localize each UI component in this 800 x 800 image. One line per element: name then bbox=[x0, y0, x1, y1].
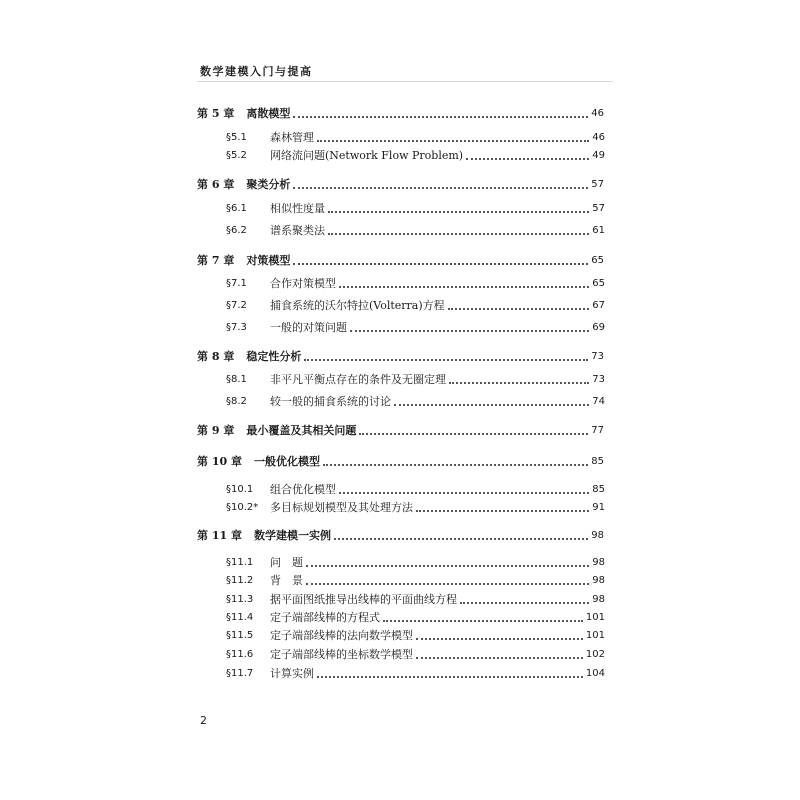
section-number: §11.2 bbox=[226, 575, 254, 586]
page-ref: 98 bbox=[592, 594, 605, 605]
page-ref: 85 bbox=[592, 484, 605, 495]
toc-section-entry[interactable] bbox=[226, 198, 605, 216]
section-number: §8.1 bbox=[226, 374, 247, 385]
toc-chapter-entry[interactable] bbox=[197, 525, 604, 543]
section-number: §10.1 bbox=[226, 484, 254, 495]
section-title: 网络流问题(Network Flow Problem) bbox=[270, 149, 464, 162]
section-number: §11.4 bbox=[226, 612, 254, 623]
chapter-title: 离散模型 bbox=[246, 107, 291, 120]
page-ref: 85 bbox=[591, 456, 604, 467]
page-ref: 65 bbox=[591, 255, 604, 266]
page-ref: 98 bbox=[592, 575, 605, 586]
section-number: §10.2* bbox=[226, 502, 259, 513]
section-title: 非平凡平衡点存在的条件及无圈定理 bbox=[270, 373, 446, 386]
dot-leader bbox=[323, 464, 588, 466]
dot-leader bbox=[394, 404, 589, 406]
toc-section-entry[interactable] bbox=[226, 317, 605, 335]
section-title: 一般的对策问题 bbox=[270, 321, 347, 334]
page-ref: 98 bbox=[592, 557, 605, 568]
toc-section-entry[interactable] bbox=[226, 663, 605, 681]
page-ref: 57 bbox=[591, 179, 604, 190]
section-title: 背 景 bbox=[270, 574, 303, 587]
page-ref: 91 bbox=[592, 502, 605, 513]
page-ref: 46 bbox=[592, 132, 605, 143]
toc-chapter-entry[interactable] bbox=[197, 451, 604, 469]
dot-leader bbox=[383, 620, 583, 622]
section-title: 相似性度量 bbox=[270, 202, 325, 215]
chapter-title: 对策模型 bbox=[246, 254, 291, 267]
page-ref: 77 bbox=[591, 425, 604, 436]
toc-section-entry[interactable] bbox=[226, 570, 605, 588]
page-ref: 61 bbox=[592, 225, 605, 236]
dot-leader bbox=[334, 538, 588, 540]
page-ref: 67 bbox=[592, 300, 605, 311]
dot-leader bbox=[293, 187, 588, 189]
dot-leader bbox=[416, 510, 589, 512]
section-title: 定子端部线棒的坐标数学模型 bbox=[270, 648, 413, 661]
dot-leader bbox=[350, 330, 589, 332]
chapter-title: 聚类分析 bbox=[246, 178, 291, 191]
section-title: 计算实例 bbox=[270, 667, 314, 680]
page-ref: 98 bbox=[591, 530, 604, 541]
page-ref: 74 bbox=[592, 396, 605, 407]
page-ref: 57 bbox=[592, 203, 605, 214]
dot-leader bbox=[306, 565, 589, 567]
toc-chapter-entry[interactable] bbox=[197, 103, 604, 121]
section-title: 据平面图纸推导出线棒的平面曲线方程 bbox=[270, 593, 457, 606]
dot-leader bbox=[448, 308, 590, 310]
toc-section-entry[interactable] bbox=[226, 644, 605, 662]
dot-leader bbox=[460, 602, 589, 604]
dot-leader bbox=[359, 433, 588, 435]
section-number: §7.3 bbox=[226, 322, 247, 333]
toc-section-entry[interactable] bbox=[226, 145, 605, 163]
section-title: 问 题 bbox=[270, 556, 303, 569]
toc-chapter-entry[interactable] bbox=[197, 250, 604, 268]
page-ref: 104 bbox=[585, 668, 605, 679]
chapter-number: 第 9 章 bbox=[197, 424, 235, 437]
page-ref: 102 bbox=[585, 649, 605, 660]
section-number: §7.2 bbox=[226, 300, 247, 311]
toc-chapter-entry[interactable] bbox=[197, 346, 604, 364]
chapter-title: 稳定性分析 bbox=[246, 350, 302, 363]
page-ref: 49 bbox=[592, 150, 605, 161]
section-title: 定子端部线棒的法向数学模型 bbox=[270, 629, 413, 642]
toc-chapter-entry[interactable] bbox=[197, 420, 604, 438]
page-ref: 65 bbox=[592, 278, 605, 289]
toc-section-entry[interactable] bbox=[226, 391, 605, 409]
section-number: §11.1 bbox=[226, 557, 254, 568]
dot-leader bbox=[416, 638, 583, 640]
chapter-number: 第 8 章 bbox=[197, 350, 235, 363]
section-number: §5.1 bbox=[226, 132, 247, 143]
dot-leader bbox=[317, 140, 589, 142]
chapter-title: 数学建模一实例 bbox=[253, 529, 331, 542]
section-title: 谱系聚类法 bbox=[270, 224, 325, 237]
toc-section-entry[interactable] bbox=[226, 220, 605, 238]
section-number: §6.2 bbox=[226, 225, 247, 236]
section-number: §7.1 bbox=[226, 278, 247, 289]
section-number: §8.2 bbox=[226, 396, 247, 407]
toc-section-entry[interactable] bbox=[226, 497, 605, 515]
dot-leader bbox=[466, 158, 589, 160]
toc-section-entry[interactable] bbox=[226, 295, 605, 313]
toc-chapter-entry[interactable] bbox=[197, 174, 604, 192]
toc-section-entry[interactable] bbox=[226, 273, 605, 291]
page-number: 2 bbox=[200, 714, 207, 727]
section-title: 合作对策模型 bbox=[270, 277, 336, 290]
page-ref: 73 bbox=[592, 374, 605, 385]
toc-section-entry[interactable] bbox=[226, 625, 605, 643]
chapter-title: 一般优化模型 bbox=[253, 455, 320, 468]
toc-section-entry[interactable] bbox=[226, 552, 605, 570]
dot-leader bbox=[339, 492, 589, 494]
dot-leader bbox=[317, 676, 583, 678]
chapter-number: 第 5 章 bbox=[197, 107, 235, 120]
dot-leader bbox=[328, 211, 589, 213]
section-title: 组合优化模型 bbox=[270, 483, 336, 496]
dot-leader bbox=[416, 657, 583, 659]
toc-section-entry[interactable] bbox=[226, 589, 605, 607]
chapter-number: 第 6 章 bbox=[197, 178, 235, 191]
dot-leader bbox=[293, 263, 588, 265]
section-number: §5.2 bbox=[226, 150, 247, 161]
page-ref: 46 bbox=[591, 108, 604, 119]
section-number: §11.7 bbox=[226, 668, 254, 679]
toc-section-entry[interactable] bbox=[226, 127, 605, 145]
toc-section-entry[interactable] bbox=[226, 607, 605, 625]
chapter-title: 最小覆盖及其相关问题 bbox=[246, 424, 357, 437]
dot-leader bbox=[304, 359, 588, 361]
dot-leader bbox=[293, 116, 588, 118]
section-title: 森林管理 bbox=[270, 131, 314, 144]
section-number: §11.3 bbox=[226, 594, 254, 605]
chapter-number: 第 11 章 bbox=[197, 529, 242, 542]
page-ref: 69 bbox=[592, 322, 605, 333]
page-ref: 101 bbox=[585, 612, 605, 623]
section-number: §6.1 bbox=[226, 203, 247, 214]
chapter-number: 第 7 章 bbox=[197, 254, 235, 267]
toc-section-entry[interactable] bbox=[226, 369, 605, 387]
dot-leader bbox=[306, 583, 589, 585]
dot-leader bbox=[449, 382, 589, 384]
page-ref: 73 bbox=[591, 351, 604, 362]
section-number: §11.6 bbox=[226, 649, 254, 660]
section-number: §11.5 bbox=[226, 630, 254, 641]
section-title: 较一般的捕食系统的讨论 bbox=[270, 395, 391, 408]
running-header: 数学建模入门与提高 bbox=[200, 65, 313, 78]
chapter-number: 第 10 章 bbox=[197, 455, 242, 468]
page-ref: 101 bbox=[585, 630, 605, 641]
section-title: 多目标规划模型及其处理方法 bbox=[270, 501, 413, 514]
section-title: 捕食系统的沃尔特拉(Volterra)方程 bbox=[270, 299, 445, 312]
dot-leader bbox=[328, 233, 589, 235]
dot-leader bbox=[339, 286, 589, 288]
section-title: 定子端部线棒的方程式 bbox=[270, 611, 380, 624]
toc-section-entry[interactable] bbox=[226, 479, 605, 497]
